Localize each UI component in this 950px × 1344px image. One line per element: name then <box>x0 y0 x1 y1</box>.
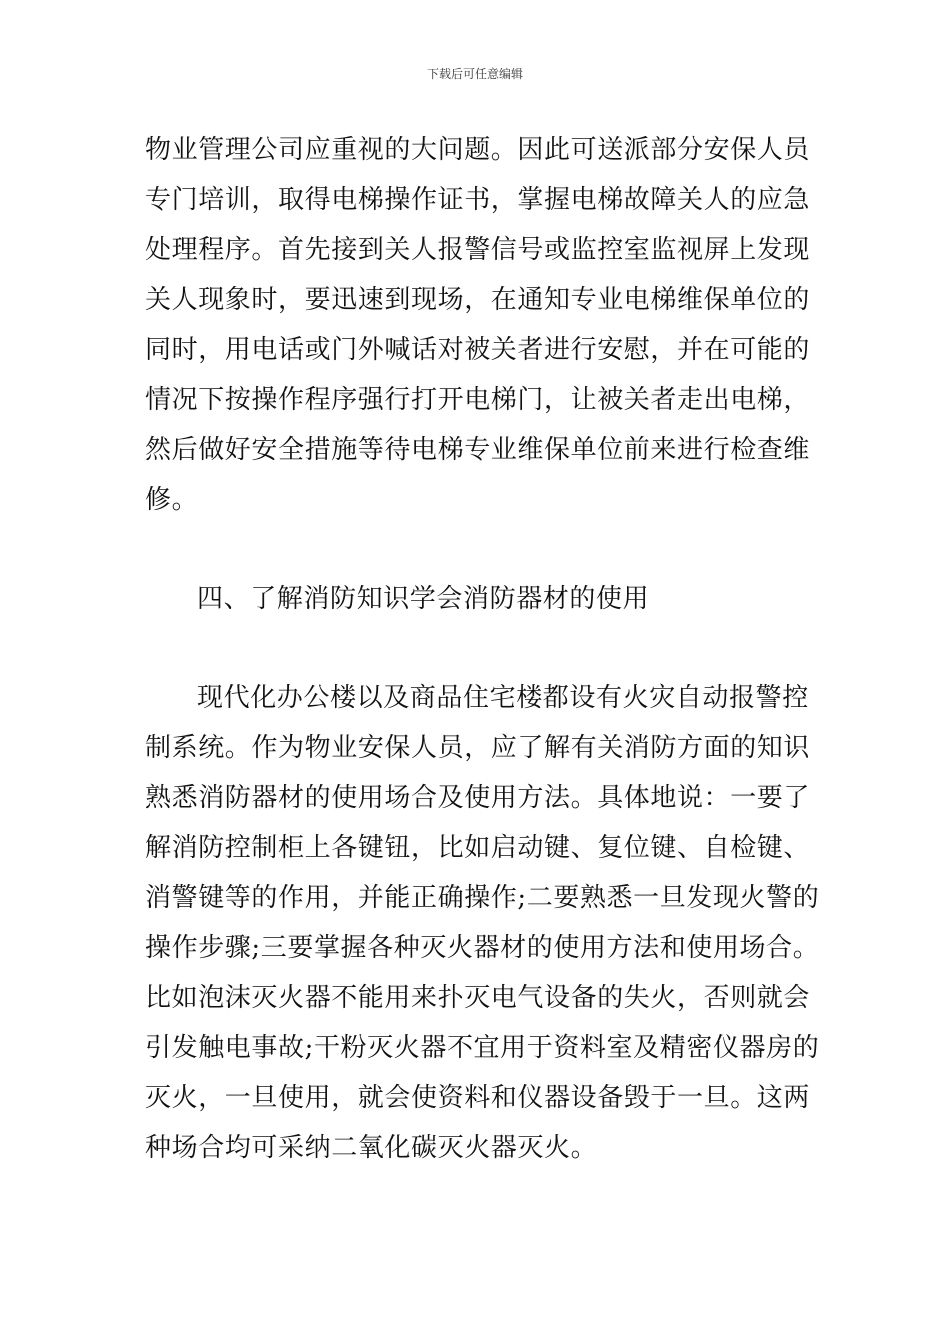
paragraph-line: 灭火，一旦使用，就会使资料和仪器设备毁于一旦。这两 <box>145 1083 811 1113</box>
paragraph-line: 物业管理公司应重视的大问题。因此可送派部分安保人员 <box>145 135 811 165</box>
paragraph-line: 制系统。作为物业安保人员，应了解有关消防方面的知识 <box>145 733 811 763</box>
section-heading-text: 四、了解消防知识学会消防器材的使用 <box>197 584 650 614</box>
paragraph-line: 比如泡沫灭火器不能用来扑灭电气设备的失火，否则就会 <box>145 983 811 1013</box>
paragraph-line: 操作步骤;三要掌握各种灭火器材的使用方法和使用场合。 <box>145 933 820 963</box>
paragraph-line: 种场合均可采纳二氧化碳灭火器灭火。 <box>145 1133 598 1163</box>
paragraph-line: 修。 <box>145 485 199 515</box>
paragraph-line: 引发触电事故;干粉灭火器不宜用于资料室及精密仪器房的 <box>145 1033 820 1063</box>
paragraph-line: 专门培训，取得电梯操作证书，掌握电梯故障关人的应急 <box>145 185 811 215</box>
paragraph-line: 同时，用电话或门外喊话对被关者进行安慰，并在可能的 <box>145 335 811 365</box>
paragraph-fire-safety <box>145 673 820 1173</box>
paragraph-line: 情况下按操作程序强行打开电梯门，让被关者走出电梯， <box>145 385 811 415</box>
section-heading <box>145 574 805 624</box>
paragraph-elevator-emergency <box>145 125 811 525</box>
paragraph-line: 解消防控制柜上各键钮，比如启动键、复位键、自检键、 <box>145 833 811 863</box>
paragraph-line: 关人现象时，要迅速到现场，在通知专业电梯维保单位的 <box>145 285 811 315</box>
paragraph-line: 熟悉消防器材的使用场合及使用方法。具体地说：一要了 <box>145 783 811 813</box>
paragraph-line: 现代化办公楼以及商品住宅楼都设有火灾自动报警控 <box>197 683 809 713</box>
paragraph-line: 消警键等的作用，并能正确操作;二要熟悉一旦发现火警的 <box>145 883 820 913</box>
page-header: 下载后可任意编辑 <box>426 67 523 81</box>
paragraph-line: 然后做好安全措施等待电梯专业维保单位前来进行检查维 <box>145 435 811 465</box>
paragraph-line: 处理程序。首先接到关人报警信号或监控室监视屏上发现 <box>145 235 811 265</box>
